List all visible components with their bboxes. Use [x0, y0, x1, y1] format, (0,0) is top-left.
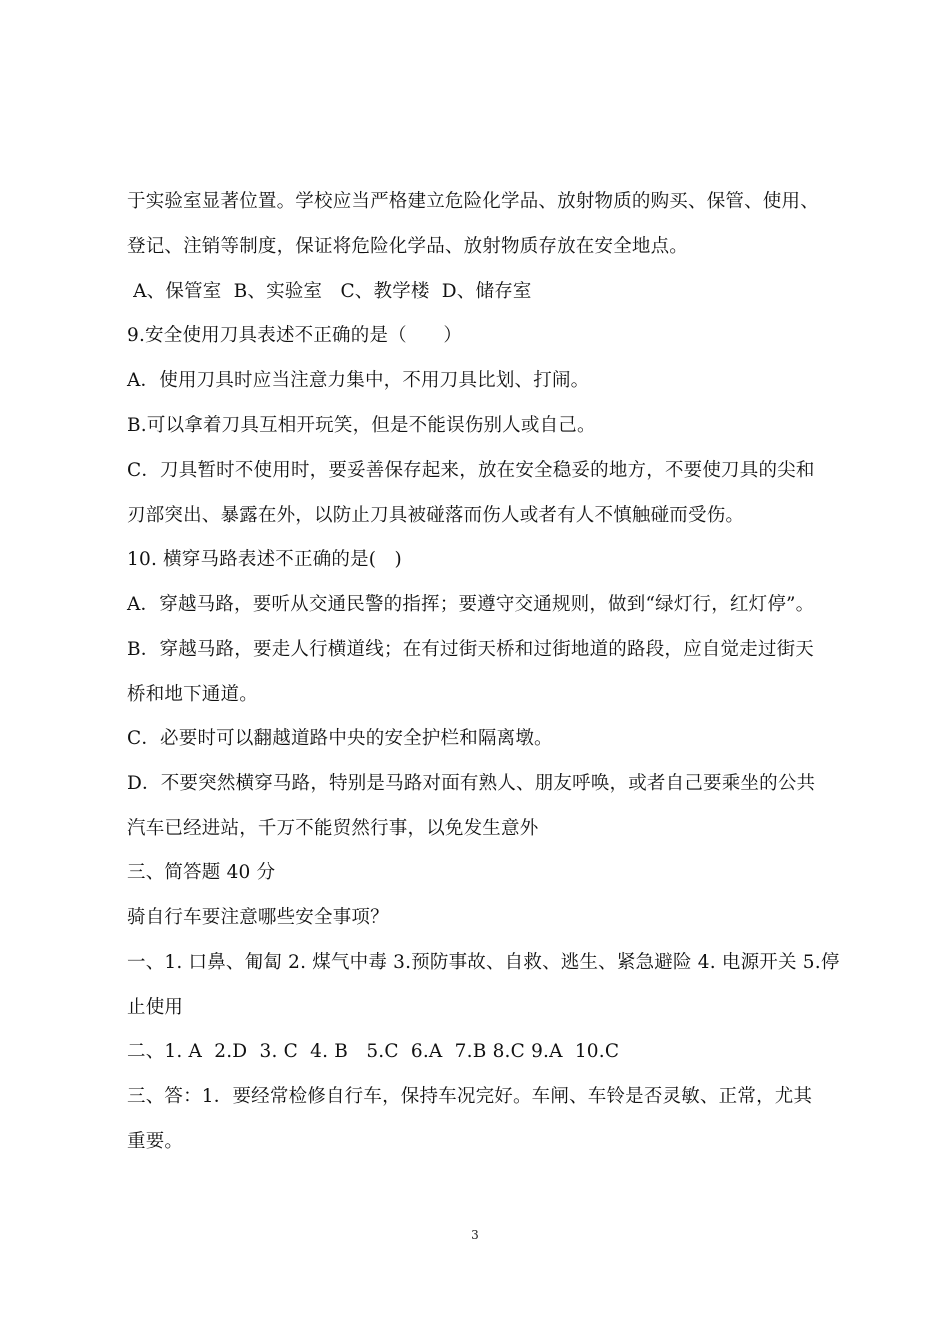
option-d: D．不要突然横穿马路，特别是马路对面有熟人、朋友呼唤，或者自己要乘坐的公共: [127, 773, 816, 794]
question-10: 10. 横穿马路表述不正确的是( ): [127, 549, 402, 570]
text-line: 汽车已经进站，千万不能贸然行事，以免发生意外: [127, 818, 539, 839]
option-c: C．刀具暂时不使用时，要妥善保存起来，放在安全稳妥的地方，不要使刀具的尖和: [127, 460, 815, 481]
answer-options: A、保管室 B、实验室 C、教学楼 D、储存室: [127, 281, 532, 302]
option-b: B．穿越马路，要走人行横道线；在有过街天桥和过街地道的路段，应自觉走过街天: [127, 639, 814, 660]
text-line: 登记、注销等制度，保证将危险化学品、放射物质存放在安全地点。: [127, 236, 689, 257]
answer-key-part-1: 一、1. 口鼻、匍匐 2. 煤气中毒 3.预防事故、自救、逃生、紧急避险 4. 电源开关 5.停: [127, 952, 840, 973]
option-b: B.可以拿着刀具互相开玩笑，但是不能误伤别人或自己。: [127, 415, 596, 436]
question-9: 9.安全使用刀具表述不正确的是（ ）: [127, 325, 463, 346]
short-answer-question: 骑自行车要注意哪些安全事项？: [127, 907, 389, 928]
text-line: 刃部突出、暴露在外，以防止刀具被碰落而伤人或者有人不慎触碰而受伤。: [127, 505, 745, 526]
option-a: A．穿越马路，要听从交通民警的指挥；要遵守交通规则，做到“绿灯行，红灯停”。: [127, 594, 815, 615]
answer-key-part-3: 三、答：1．要经常检修自行车，保持车况完好。车闸、车铃是否灵敏、正常，尤其: [127, 1086, 813, 1107]
text-line: 桥和地下通道。: [127, 684, 258, 705]
text-line: 重要。: [127, 1131, 184, 1152]
text-line: 于实验室显著位置。学校应当严格建立危险化学品、放射物质的购买、保管、使用、: [127, 191, 819, 212]
answer-key-part-2: 二、1. A 2.D 3. C 4. B 5.C 6.A 7.B 8.C 9.A 10.C: [127, 1041, 620, 1062]
page-number: 3: [471, 1228, 479, 1242]
option-a: A．使用刀具时应当注意力集中，不用刀具比划、打闹。: [127, 370, 590, 391]
section-heading: 三、简答题 40 分: [127, 862, 276, 883]
option-c: C．必要时可以翻越道路中央的安全护栏和隔离墩。: [127, 728, 553, 749]
text-line: 止使用: [127, 997, 184, 1018]
